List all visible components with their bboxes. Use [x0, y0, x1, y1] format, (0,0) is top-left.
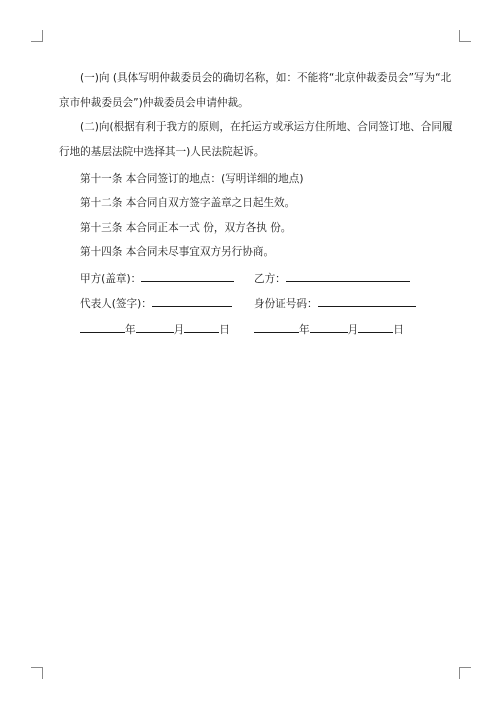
representative-label: 代表人(签字)：: [80, 298, 152, 310]
representative-block: [80, 295, 232, 311]
party-a-year-label: 年: [125, 324, 136, 336]
party-b-blank[interactable]: [286, 270, 410, 282]
court-clause-line-2: 行地的基层法院中选择其一)人民法院起诉。: [59, 146, 265, 158]
arbitration-clause: [59, 66, 452, 116]
id-number-blank[interactable]: [318, 295, 416, 307]
id-number-block: [254, 295, 416, 311]
article-11: 第十一条 本合同签订的地点：(写明详细的地点): [80, 173, 304, 185]
party-a-label: 甲方(盖章)：: [80, 273, 142, 285]
party-b-label: 乙方：: [254, 273, 286, 285]
party-a-day-label: 日: [219, 324, 230, 336]
party-b-month-label: 月: [347, 324, 359, 336]
article-12: 第十二条 本合同自双方签字盖章之日起生效。: [80, 197, 296, 209]
crop-mark-top-left: [31, 30, 43, 42]
crop-mark-top-right: [459, 30, 471, 42]
arbitration-clause-line-2: 京市仲裁委员会”)仲裁委员会申请仲裁。: [59, 97, 249, 109]
article-13: 第十三条 本合同正本一式 份，双方各执 份。: [80, 222, 292, 234]
arbitration-clause-line-1: (一)向 (具体写明仲裁委员会的确切名称，如：不能将“北京仲裁委员会”写为“北: [80, 72, 452, 84]
party-b-month-blank[interactable]: [310, 321, 348, 333]
court-clause-line-1: (二)向(根据有利于我方的原则，在托运方或承运方住所地、合同签订地、合同履: [80, 121, 453, 133]
representative-blank[interactable]: [152, 295, 232, 307]
party-a-date: [80, 321, 230, 337]
crop-mark-bottom-right: [459, 667, 471, 679]
party-b-day-blank[interactable]: [358, 321, 393, 333]
party-a-year-blank[interactable]: [80, 321, 125, 333]
party-b-day-label: 日: [393, 324, 404, 336]
crop-mark-bottom-left: [31, 667, 43, 679]
party-a-month-blank[interactable]: [136, 321, 174, 333]
article-14: 第十四条 本合同未尽事宜双方另行协商。: [80, 246, 275, 258]
party-a-day-blank[interactable]: [184, 321, 219, 333]
party-a-block: [80, 270, 234, 286]
party-b-year-label: 年: [299, 324, 310, 336]
court-clause: [59, 115, 453, 165]
party-b-date: [254, 321, 404, 337]
party-a-month-label: 月: [173, 324, 185, 336]
id-number-label: 身份证号码：: [254, 298, 318, 310]
party-a-blank[interactable]: [141, 270, 234, 282]
party-b-block: [254, 270, 410, 286]
party-b-year-blank[interactable]: [254, 321, 299, 333]
